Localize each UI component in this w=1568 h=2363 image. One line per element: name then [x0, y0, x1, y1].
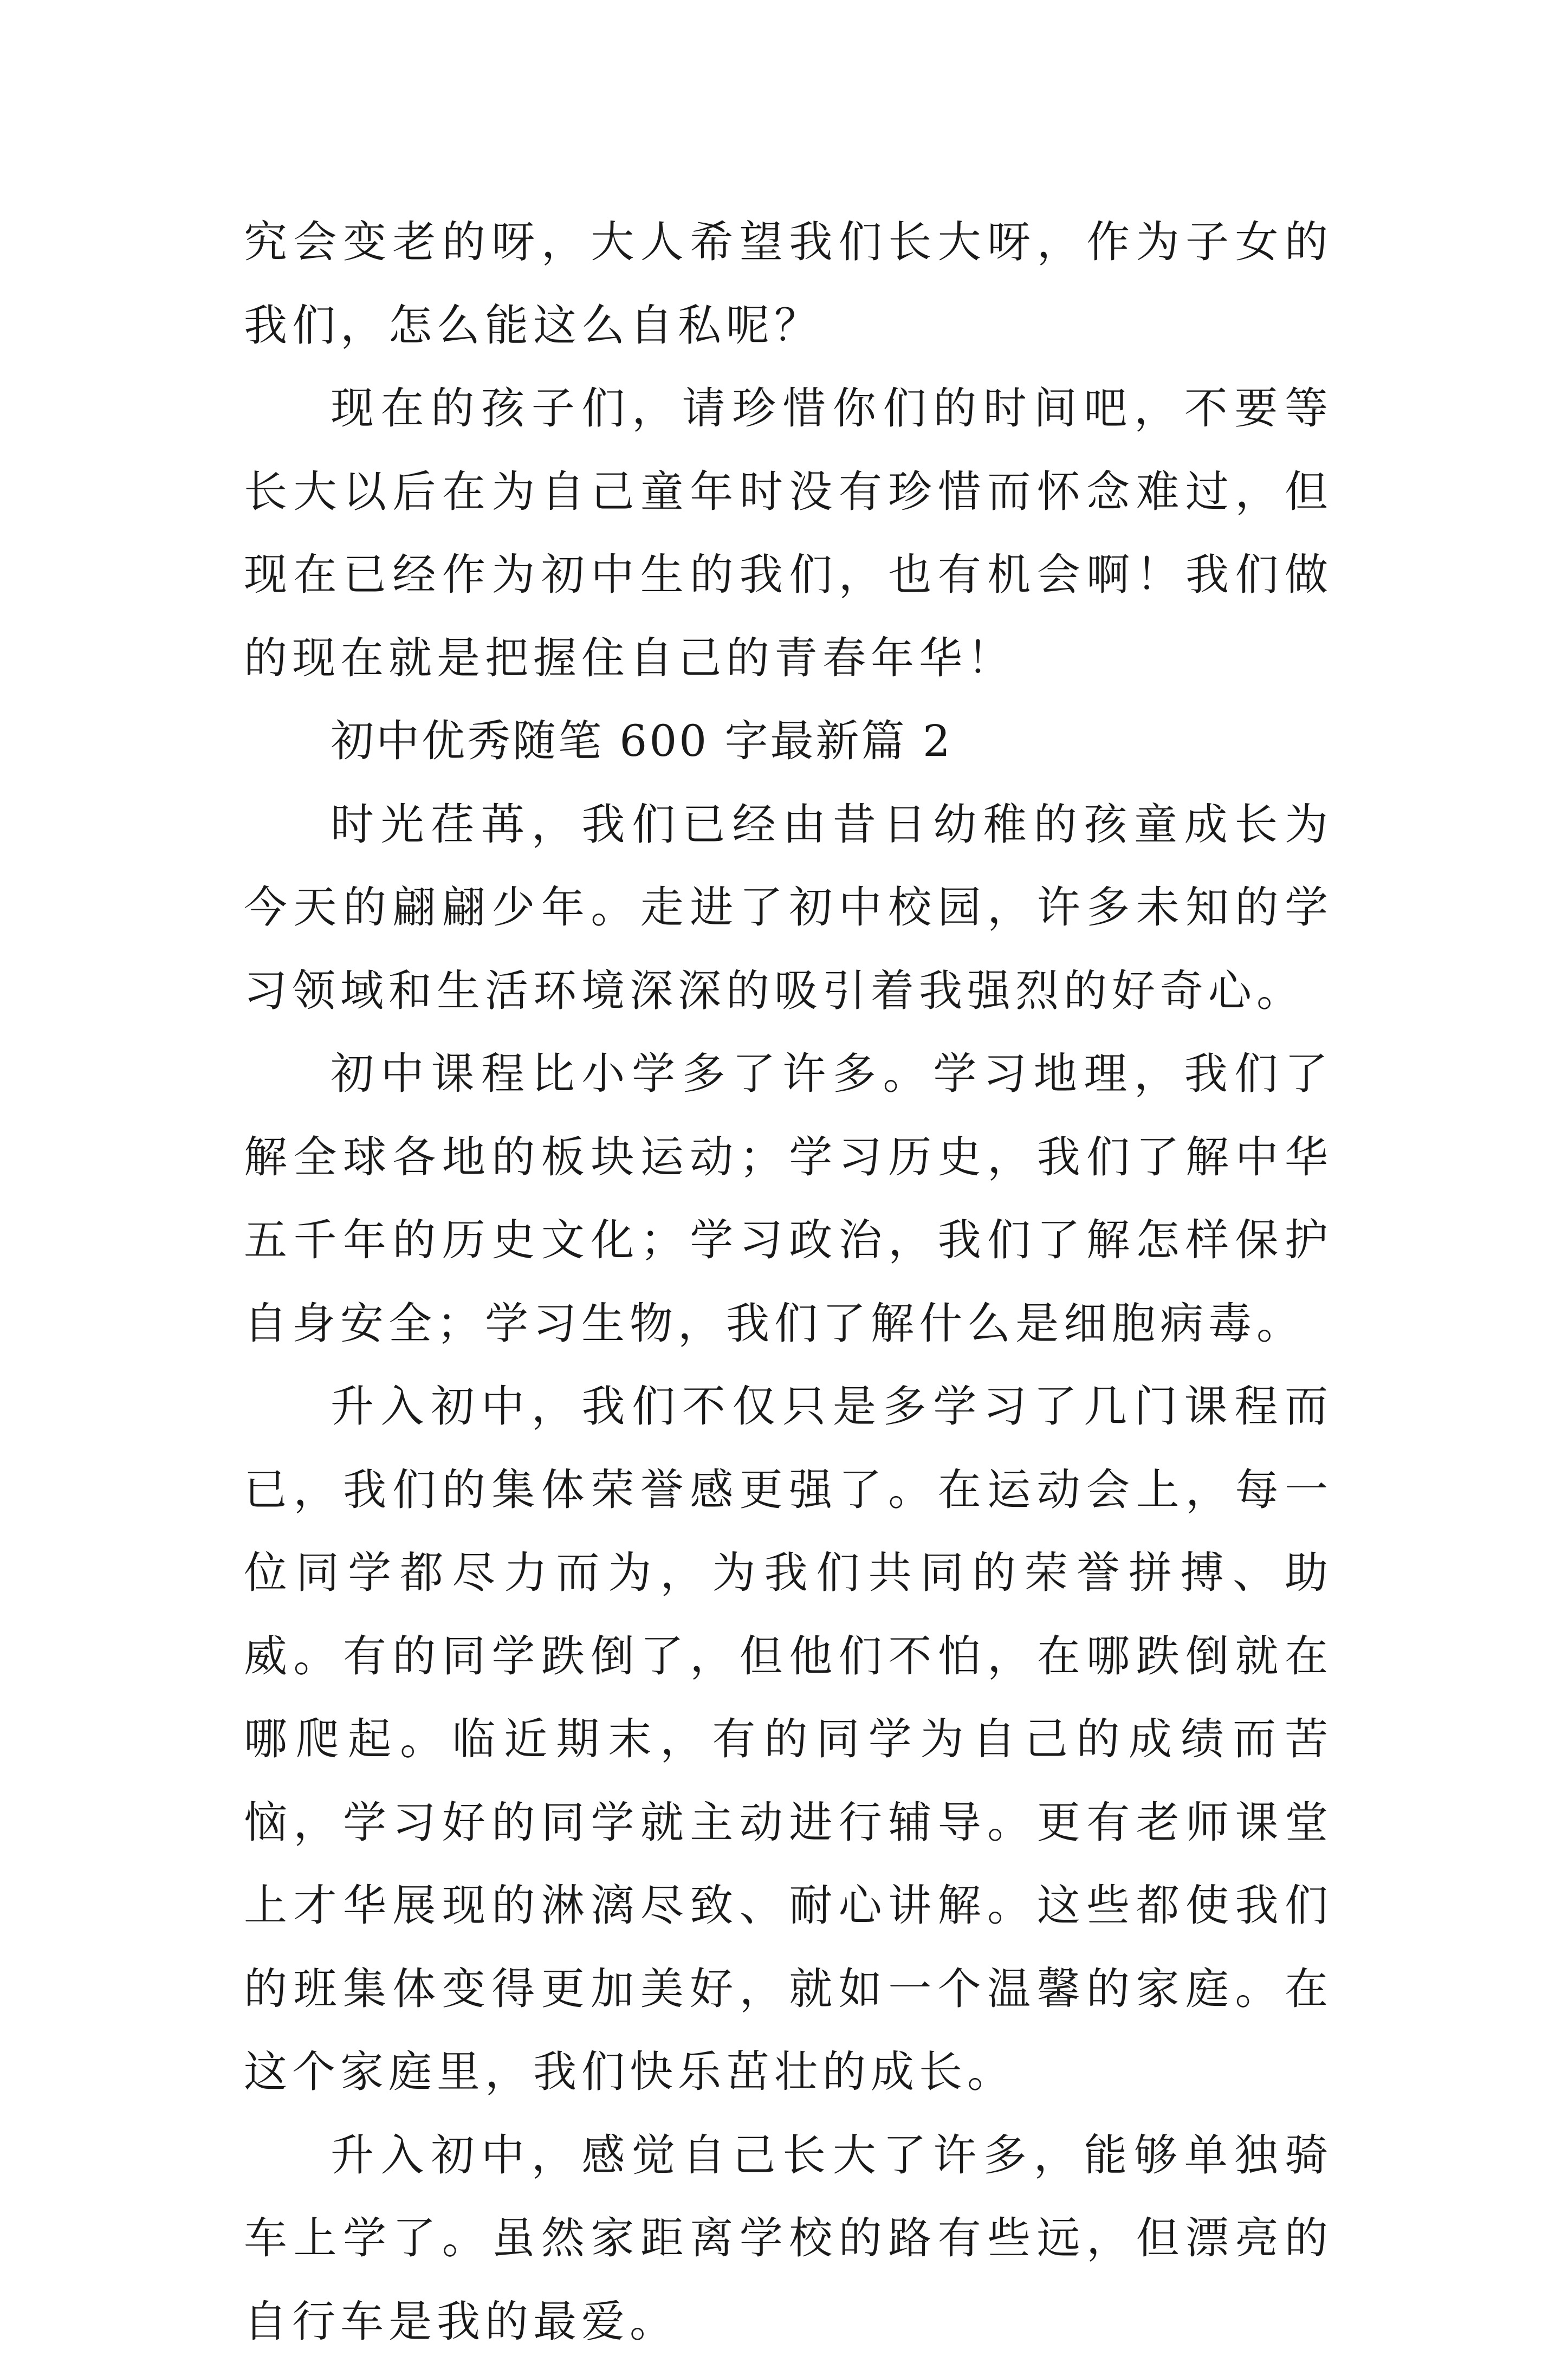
section-heading: 初中优秀随笔 600 字最新篇 2 [244, 700, 1333, 783]
paragraph: 升入初中，我们不仅只是多学习了几门课程而已，我们的集体荣誉感更强了。在运动会上，每一位同学都尽力而为，为我们共同的荣誉拼搏、助威。有的同学跌倒了，但他们不怕，在哪跌倒就在哪爬起。临近期末，有的同学为自己的成绩而苦恼，学习好的同学就主动进行辅导。更有老师课堂上才华展现的淋漓尽致、耐心讲解。这些都使我们的班集体变得更加美好，就如一个温馨的家庭。在这个家庭里，我们快乐茁壮的成长。 [244, 1365, 1333, 2114]
paragraph-continued: 究会变老的呀，大人希望我们长大呀，作为子女的我们，怎么能这么自私呢？ [244, 200, 1333, 367]
paragraph: 升入初中，感觉自己长大了许多，能够单独骑车上学了。虽然家距离学校的路有些远，但漂亮的自行车是我的最爱。 [244, 2114, 1333, 2363]
document-body [244, 200, 1333, 2363]
paragraph: 时光荏苒，我们已经由昔日幼稚的孩童成长为今天的翩翩少年。走进了初中校园，许多未知的学习领域和生活环境深深的吸引着我强烈的好奇心。 [244, 783, 1333, 1033]
paragraph: 现在的孩子们，请珍惜你们的时间吧，不要等长大以后在为自己童年时没有珍惜而怀念难过，但现在已经作为初中生的我们，也有机会啊！我们做的现在就是把握住自己的青春年华！ [244, 367, 1333, 700]
paragraph: 初中课程比小学多了许多。学习地理，我们了解全球各地的板块运动；学习历史，我们了解中华五千年的历史文化；学习政治，我们了解怎样保护自身安全；学习生物，我们了解什么是细胞病毒。 [244, 1032, 1333, 1365]
